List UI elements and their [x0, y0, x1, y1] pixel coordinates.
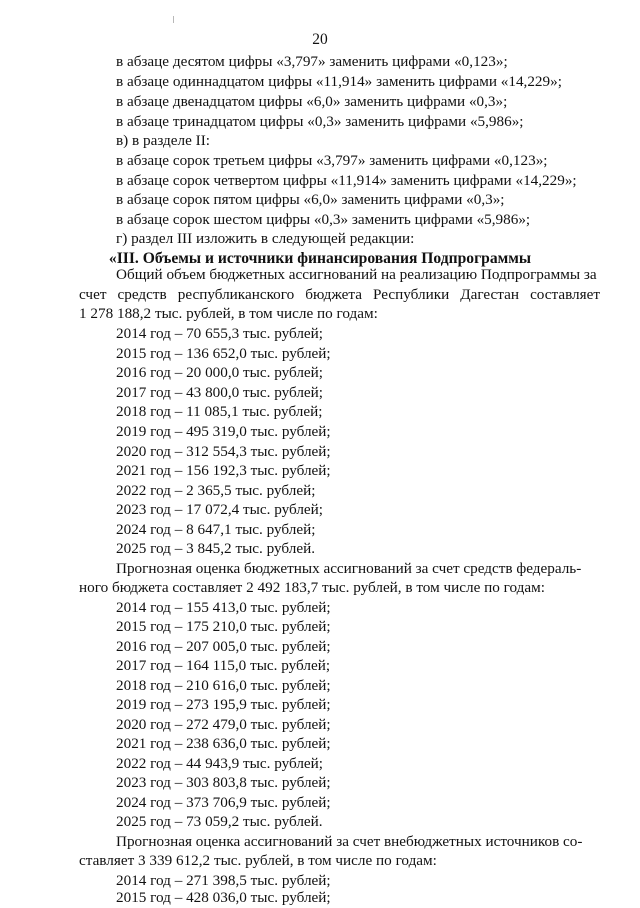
year-line: 2024 год – 373 706,9 тыс. рублей;: [116, 794, 331, 811]
year-line: 2014 год – 271 398,5 тыс. рублей;: [116, 872, 331, 889]
year-line: 2018 год – 11 085,1 тыс. рублей;: [116, 403, 323, 420]
year-line: 2022 год – 44 943,9 тыс. рублей;: [116, 755, 324, 772]
year-line: 2025 год – 3 845,2 тыс. рублей.: [116, 540, 316, 557]
year-line: 2025 год – 73 059,2 тыс. рублей.: [116, 813, 323, 830]
year-line: 2015 год – 428 036,0 тыс. рублей;: [116, 889, 331, 906]
year-line: 2017 год – 43 800,0 тыс. рублей;: [116, 384, 324, 401]
scan-mark: [173, 16, 174, 23]
paragraph-line: счет средств республиканского бюджета Республики Дагестан составляет: [79, 286, 600, 303]
year-line: 2019 год – 495 319,0 тыс. рублей;: [116, 423, 331, 440]
amendment-line: в абзаце тринадцатом цифры «0,3» заменить цифрами «5,986»;: [116, 113, 524, 130]
paragraph-line: Прогнозная оценка ассигнований за счет внебюджетных источников со-: [116, 833, 583, 850]
amendment-line: в абзаце сорок пятом цифры «6,0» заменить цифрами «0,3»;: [116, 191, 505, 208]
year-line: 2018 год – 210 616,0 тыс. рублей;: [116, 677, 331, 694]
paragraph-line: 1 278 188,2 тыс. рублей, в том числе по годам:: [79, 305, 378, 322]
year-line: 2023 год – 17 072,4 тыс. рублей;: [116, 501, 324, 518]
amendment-line: в абзаце сорок третьем цифры «3,797» заменить цифрами «0,123»;: [116, 152, 548, 169]
year-line: 2016 год – 207 005,0 тыс. рублей;: [116, 638, 331, 655]
year-line: 2017 год – 164 115,0 тыс. рублей;: [116, 657, 331, 674]
amendment-line: в) в разделе II:: [116, 132, 210, 149]
year-line: 2015 год – 175 210,0 тыс. рублей;: [116, 618, 331, 635]
paragraph-line: Прогнозная оценка бюджетных ассигнований за счет средств федераль-: [116, 560, 582, 577]
year-line: 2016 год – 20 000,0 тыс. рублей;: [116, 364, 324, 381]
year-line: 2014 год – 155 413,0 тыс. рублей;: [116, 599, 331, 616]
year-line: 2024 год – 8 647,1 тыс. рублей;: [116, 521, 316, 538]
year-line: 2014 год – 70 655,3 тыс. рублей;: [116, 325, 324, 342]
amendment-line: в абзаце двенадцатом цифры «6,0» заменить цифрами «0,3»;: [116, 93, 508, 110]
paragraph-line: Общий объем бюджетных ассигнований на реализацию Подпрограммы за: [116, 266, 597, 283]
amendment-line: в абзаце сорок шестом цифры «0,3» заменить цифрами «5,986»;: [116, 211, 531, 228]
paragraph-line: ставляет 3 339 612,2 тыс. рублей, в том числе по годам:: [79, 852, 437, 869]
page-number: 20: [312, 31, 328, 48]
year-line: 2023 год – 303 803,8 тыс. рублей;: [116, 774, 331, 791]
amendment-line: г) раздел III изложить в следующей редакции:: [116, 230, 415, 247]
year-line: 2021 год – 156 192,3 тыс. рублей;: [116, 462, 331, 479]
section-heading: «III. Объемы и источники финансирования Подпрограммы: [108, 250, 532, 267]
year-line: 2021 год – 238 636,0 тыс. рублей;: [116, 735, 331, 752]
amendment-line: в абзаце одиннадцатом цифры «11,914» заменить цифрами «14,229»;: [116, 73, 562, 90]
year-line: 2019 год – 273 195,9 тыс. рублей;: [116, 696, 331, 713]
amendment-line: в абзаце сорок четвертом цифры «11,914» заменить цифрами «14,229»;: [116, 172, 577, 189]
year-line: 2015 год – 136 652,0 тыс. рублей;: [116, 345, 331, 362]
year-line: 2020 год – 312 554,3 тыс. рублей;: [116, 443, 331, 460]
year-line: 2022 год – 2 365,5 тыс. рублей;: [116, 482, 316, 499]
year-line: 2020 год – 272 479,0 тыс. рублей;: [116, 716, 331, 733]
paragraph-line: ного бюджета составляет 2 492 183,7 тыс. рублей, в том числе по годам:: [79, 579, 545, 596]
amendment-line: в абзаце десятом цифры «3,797» заменить цифрами «0,123»;: [116, 53, 508, 70]
